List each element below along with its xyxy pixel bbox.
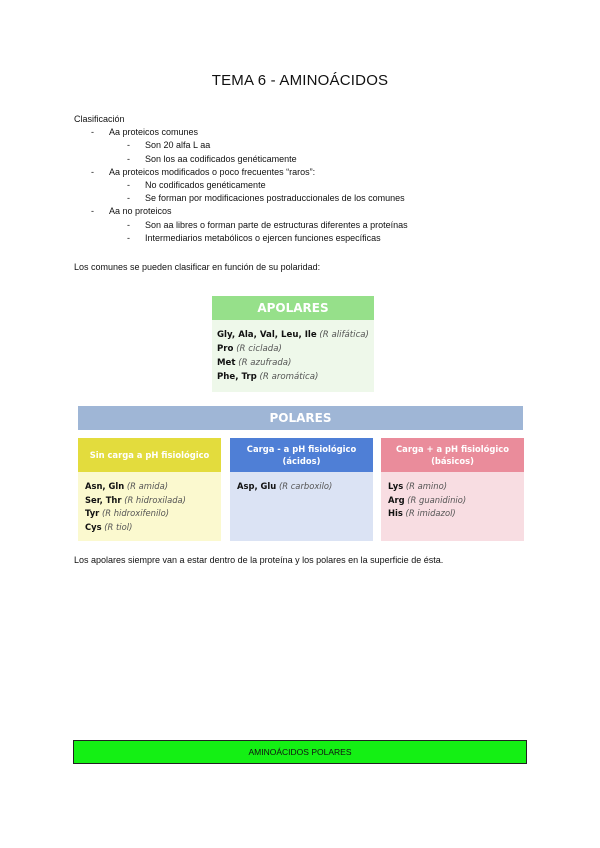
outline-subitem: - Son los aa codificados genéticamente — [74, 153, 408, 166]
outline-item: - Aa proteicos comunes — [74, 126, 408, 139]
outline-item: - Aa no proteicos — [74, 205, 408, 218]
polar-row: Cys (R tiol) — [85, 521, 133, 532]
apolar-row: Phe, Trp (R aromática) — [217, 372, 319, 382]
polar-row: Arg (R guanidinio) — [388, 494, 467, 505]
outline-item: - Aa proteicos modificados o poco frecuentes “raros”: — [74, 166, 408, 179]
apolares-box — [212, 296, 374, 392]
column-header: Carga - a pH fisiológico (ácidos) — [230, 438, 373, 472]
section-banner: AMINOÁCIDOS POLARES — [73, 740, 527, 764]
closing-paragraph: Los apolares siempre van a estar dentro de la proteína y los polares en la superficie de ésta. — [74, 555, 444, 565]
classification-outline — [74, 113, 408, 245]
column-header: Carga + a pH fisiológico (básicos) — [381, 438, 524, 472]
column-header: Sin carga a pH fisiológico — [78, 438, 221, 472]
outline-subitem: - Se forman por modificaciones postraduccionales de los comunes — [74, 192, 408, 205]
polar-row: Ser, Thr (R hidroxilada) — [85, 494, 186, 505]
apolares-header: APOLARES — [212, 296, 374, 320]
outline-subitem: - Intermediarios metabólicos o ejercen funciones específicas — [74, 232, 408, 245]
classification-heading: Clasificación — [74, 114, 125, 124]
apolar-row: Gly, Ala, Val, Leu, Ile (R alifática) — [217, 330, 369, 340]
apolar-row: Met (R azufrada) — [217, 358, 292, 368]
polar-column-acidic — [230, 438, 373, 541]
polar-column-neutral — [78, 438, 221, 541]
intro-paragraph: Los comunes se pueden clasificar en función de su polaridad: — [74, 262, 321, 272]
polares-header: POLARES — [78, 406, 523, 430]
outline-subitem: - No codificados genéticamente — [74, 179, 408, 192]
polar-row: Lys (R amino) — [388, 481, 447, 491]
outline-subitem: - Son aa libres o forman parte de estructuras diferentes a proteínas — [74, 219, 408, 232]
polar-row: Asp, Glu (R carboxilo) — [237, 481, 333, 491]
polar-row: Asn, Gln (R amida) — [85, 481, 168, 491]
polar-column-basic — [381, 438, 524, 541]
apolar-row: Pro (R ciclada) — [217, 344, 282, 354]
outline-subitem: - Son 20 alfa L aa — [74, 139, 408, 152]
polar-row: Tyr (R hidroxifenilo) — [85, 508, 169, 518]
page-title: TEMA 6 - AMINOÁCIDOS — [211, 72, 389, 89]
polar-row: His (R imidazol) — [388, 508, 456, 518]
